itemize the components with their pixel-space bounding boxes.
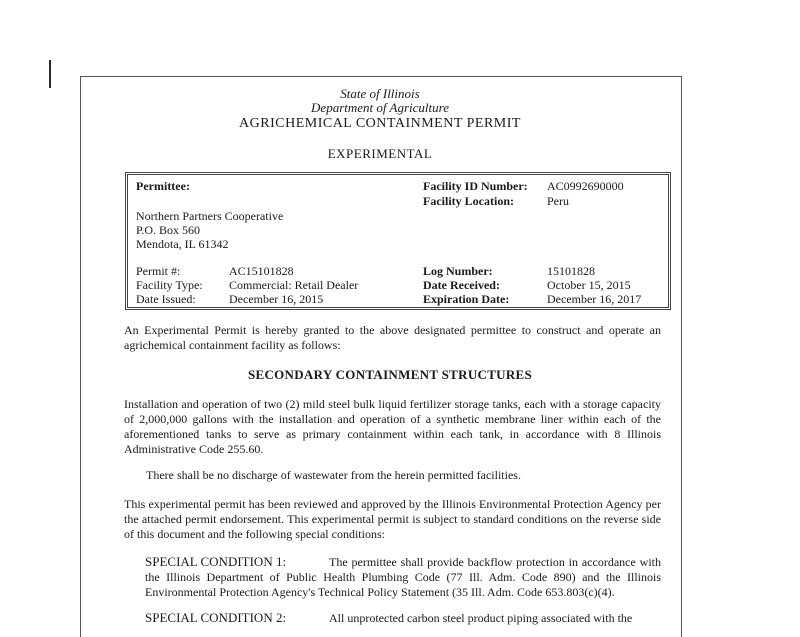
department-name: Department of Agriculture	[311, 100, 449, 115]
facility-location-value: Peru	[547, 194, 569, 208]
permittee-label: Permittee:	[136, 179, 190, 193]
permit-type-heading: EXPERIMENTAL	[327, 146, 433, 161]
permit-info-box	[125, 172, 671, 310]
facility-id-label: Facility ID Number:	[423, 179, 528, 193]
permittee-address-line2: Mendota, IL 61342	[136, 237, 229, 251]
log-number-label: Log Number:	[423, 264, 493, 278]
state-name: State of Illinois	[340, 86, 420, 101]
special-condition-2	[145, 610, 661, 626]
discharge-paragraph: There shall be no discharge of wastewater from the herein permitted facilities.	[146, 468, 521, 482]
facility-type-value: Commercial: Retail Dealer	[229, 278, 359, 292]
installation-paragraph: Installation and operation of two (2) mild steel bulk liquid fertilizer storage tanks, each with a storage capacity of 2,000,000 gallons with the installation and operation of a synthetic membrane liner within each of the aforementioned tanks to serve as primary containment within each tank, in accordance with 8 Illinois Administrative Code 255.60.	[124, 397, 661, 456]
expiration-date-value: December 16, 2017	[547, 292, 642, 306]
date-received-value: October 15, 2015	[547, 278, 631, 292]
intro-paragraph: An Experimental Permit is hereby granted to the above designated permittee to construct and operate an agrichemical containment facility as follows:	[124, 323, 661, 352]
permit-number-value: AC15101828	[229, 264, 294, 278]
review-paragraph: This experimental permit has been reviewed and approved by the Illinois Environmental Protection Agency per the attached permit endorsement. This experimental permit is subject to standard conditions on the reverse side of this document and the following special conditions:	[124, 497, 661, 541]
section-heading: SECONDARY CONTAINMENT STRUCTURES	[247, 367, 533, 382]
permittee-address-line1: P.O. Box 560	[136, 223, 201, 237]
permit-number-label: Permit #:	[136, 264, 181, 278]
facility-location-label: Facility Location:	[423, 194, 514, 208]
expiration-date-label: Expiration Date:	[423, 292, 510, 306]
date-issued-value: December 16, 2015	[229, 292, 324, 306]
special-condition-2-text: All unprotected carbon steel product piping associated with the	[329, 611, 633, 625]
special-condition-1-label: SPECIAL CONDITION 1:	[145, 554, 287, 569]
page-edge-mark	[49, 60, 51, 88]
date-issued-label: Date Issued:	[136, 292, 196, 306]
permittee-name: Northern Partners Cooperative	[136, 209, 284, 223]
permit-title: AGRICHEMICAL CONTAINMENT PERMIT	[239, 116, 521, 131]
log-number-value: 15101828	[547, 264, 595, 278]
special-condition-1-text: The permittee shall provide backflow protection in accordance with the Illinois Department of Public Health Plumbing Code (77 Ill. Adm. Code 890) and the Illinois Environmental Protection Agency's Technical Policy Statement (35 Ill. Adm. Code 653.803(c)(4).	[145, 555, 661, 599]
facility-type-label: Facility Type:	[136, 278, 203, 292]
facility-id-value: AC0992690000	[547, 179, 624, 193]
special-condition-2-label: SPECIAL CONDITION 2:	[145, 610, 287, 625]
date-received-label: Date Received:	[423, 278, 500, 292]
special-condition-1	[145, 554, 661, 600]
